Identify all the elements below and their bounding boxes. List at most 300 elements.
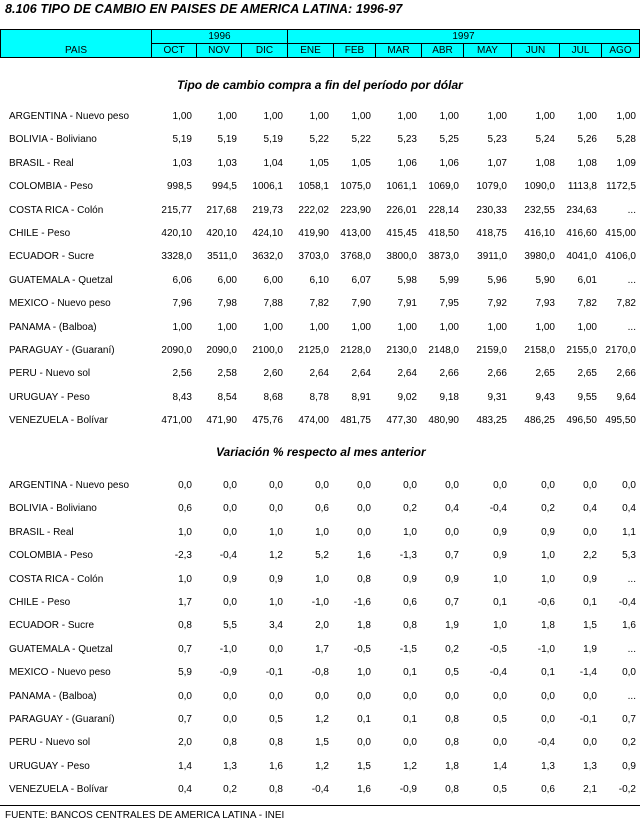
value-cell: 2125,0 bbox=[298, 345, 329, 357]
table-row bbox=[0, 685, 640, 708]
value-cell: 2,64 bbox=[397, 368, 417, 380]
value-cell: 0,0 bbox=[541, 714, 555, 726]
value-cell: 0,1 bbox=[403, 667, 417, 679]
value-cell: 1,00 bbox=[351, 111, 371, 122]
value-cell: -0,2 bbox=[618, 784, 636, 796]
value-cell: 0,9 bbox=[223, 573, 237, 585]
value-cell: 1,0 bbox=[178, 526, 192, 538]
country-label: MEXICO - Nuevo peso bbox=[9, 667, 111, 679]
value-cell: 8,54 bbox=[217, 391, 237, 403]
value-cell: 0,0 bbox=[493, 480, 507, 491]
value-cell: 1,7 bbox=[315, 643, 329, 655]
value-cell: 1,00 bbox=[439, 321, 459, 333]
value-cell: -0,4 bbox=[311, 784, 329, 796]
value-cell: 5,22 bbox=[351, 134, 371, 146]
table-row bbox=[0, 222, 640, 245]
value-cell: 0,0 bbox=[315, 480, 329, 491]
value-cell: 0,9 bbox=[493, 526, 507, 538]
value-cell: 1,05 bbox=[309, 157, 329, 169]
value-cell: 5,99 bbox=[439, 274, 459, 286]
value-cell: -0,5 bbox=[489, 643, 507, 655]
value-cell: 0,0 bbox=[445, 526, 459, 538]
value-cell: 1,1 bbox=[622, 526, 636, 538]
table-row bbox=[0, 409, 640, 432]
value-cell: 1,4 bbox=[178, 760, 192, 772]
value-cell: 0,0 bbox=[445, 690, 459, 702]
header-month: MAR bbox=[376, 44, 422, 58]
value-cell: 416,60 bbox=[566, 228, 597, 240]
value-cell: 3,4 bbox=[269, 620, 283, 632]
header-month: FEB bbox=[334, 44, 376, 58]
value-cell: 0,0 bbox=[493, 737, 507, 749]
value-cell: 1,00 bbox=[172, 111, 192, 122]
value-cell: 424,10 bbox=[252, 228, 283, 240]
header-month: NOV bbox=[197, 44, 242, 58]
value-cell: 486,25 bbox=[524, 415, 555, 427]
value-cell: 0,6 bbox=[315, 503, 329, 515]
value-cell: 3800,0 bbox=[386, 251, 417, 263]
value-cell: 2170,0 bbox=[605, 345, 636, 357]
value-cell: 2,1 bbox=[583, 784, 597, 796]
value-cell: 8,91 bbox=[351, 391, 371, 403]
value-cell: 0,0 bbox=[178, 480, 192, 491]
value-cell: 2128,0 bbox=[340, 345, 371, 357]
value-cell: 0,5 bbox=[269, 714, 283, 726]
value-cell: 1,08 bbox=[577, 157, 597, 169]
table-row bbox=[0, 386, 640, 409]
country-label: GUATEMALA - Quetzal bbox=[9, 643, 113, 655]
value-cell: 1,8 bbox=[445, 760, 459, 772]
value-cell: -0,9 bbox=[219, 667, 237, 679]
value-cell: 1,00 bbox=[577, 321, 597, 333]
country-label: CHILE - Peso bbox=[9, 228, 71, 240]
value-cell: 6,10 bbox=[309, 274, 329, 286]
value-cell: 0,8 bbox=[223, 737, 237, 749]
value-cell: 232,55 bbox=[524, 204, 555, 216]
table-row bbox=[0, 316, 640, 339]
value-cell: -0,6 bbox=[537, 597, 555, 609]
header-month: AGO bbox=[602, 44, 640, 58]
table-title: 8.106 TIPO DE CAMBIO EN PAISES DE AMERICA LATINA: 1996-97 bbox=[5, 2, 403, 16]
value-cell: 415,45 bbox=[386, 228, 417, 240]
value-cell: 0,0 bbox=[583, 480, 597, 491]
country-label: MEXICO - Nuevo peso bbox=[9, 298, 111, 310]
value-cell: 0,0 bbox=[622, 480, 636, 491]
value-cell: 1,0 bbox=[541, 573, 555, 585]
value-cell: 5,28 bbox=[616, 134, 636, 146]
country-label: PANAMA - (Balboa) bbox=[9, 321, 97, 333]
value-cell: 1,05 bbox=[351, 157, 371, 169]
value-cell: 1172,5 bbox=[606, 181, 636, 193]
value-cell: 9,18 bbox=[439, 391, 459, 403]
value-cell: 5,2 bbox=[315, 550, 329, 562]
value-cell: -0,9 bbox=[399, 784, 417, 796]
value-cell: 1113,8 bbox=[567, 181, 597, 193]
value-cell: 2,60 bbox=[263, 368, 283, 380]
country-label: BRASIL - Real bbox=[9, 157, 74, 169]
country-label: BOLIVIA - Boliviano bbox=[9, 503, 97, 515]
value-cell: 1,00 bbox=[217, 321, 237, 333]
value-cell: 0,0 bbox=[357, 526, 371, 538]
value-cell: 1,09 bbox=[616, 157, 636, 169]
value-cell: 416,10 bbox=[524, 228, 555, 240]
table-row bbox=[0, 614, 640, 637]
value-cell: 7,96 bbox=[172, 298, 192, 310]
country-label: GUATEMALA - Quetzal bbox=[9, 274, 113, 286]
country-label: COSTA RICA - Colón bbox=[9, 573, 104, 585]
value-cell: 1,5 bbox=[315, 737, 329, 749]
country-label: COLOMBIA - Peso bbox=[9, 550, 93, 562]
value-cell: 1,00 bbox=[535, 321, 555, 333]
value-cell: 6,01 bbox=[577, 274, 597, 286]
value-cell: 223,90 bbox=[340, 204, 371, 216]
value-cell: 1,00 bbox=[397, 321, 417, 333]
value-cell: 7,91 bbox=[397, 298, 417, 310]
value-cell: 1,4 bbox=[493, 760, 507, 772]
value-cell: 2,56 bbox=[172, 368, 192, 380]
value-cell: 5,19 bbox=[263, 134, 283, 146]
header-year-1997: 1997 bbox=[288, 30, 640, 44]
value-cell: 0,8 bbox=[357, 573, 371, 585]
value-cell: 0,9 bbox=[493, 550, 507, 562]
value-cell: 1,2 bbox=[315, 760, 329, 772]
country-label: VENEZUELA - Bolívar bbox=[9, 784, 108, 796]
value-cell: 0,7 bbox=[445, 597, 459, 609]
value-cell: 474,00 bbox=[298, 415, 329, 427]
table-row bbox=[0, 708, 640, 731]
value-cell: 0,0 bbox=[493, 690, 507, 702]
value-cell: 1,6 bbox=[622, 620, 636, 632]
value-cell: 3328,0 bbox=[161, 251, 192, 263]
value-cell: 0,5 bbox=[493, 714, 507, 726]
value-cell: 1,0 bbox=[269, 526, 283, 538]
value-cell: 0,8 bbox=[178, 620, 192, 632]
table-row bbox=[0, 245, 640, 268]
value-cell: 0,0 bbox=[223, 597, 237, 609]
value-cell: 1058,1 bbox=[298, 181, 329, 193]
value-cell: -0,5 bbox=[353, 643, 371, 655]
header-month: DIC bbox=[242, 44, 288, 58]
value-cell: 4106,0 bbox=[605, 251, 636, 263]
table-row bbox=[0, 661, 640, 684]
value-cell: 0,9 bbox=[583, 573, 597, 585]
value-cell: 1,0 bbox=[315, 526, 329, 538]
value-cell: 3911,0 bbox=[477, 251, 507, 263]
value-cell: 0,2 bbox=[223, 784, 237, 796]
value-cell: 6,06 bbox=[172, 274, 192, 286]
value-cell: 0,0 bbox=[269, 480, 283, 491]
value-cell: 0,0 bbox=[445, 480, 459, 491]
country-label: PERU - Nuevo sol bbox=[9, 737, 91, 749]
table-row bbox=[0, 521, 640, 544]
table-row bbox=[0, 474, 640, 497]
value-cell: 0,9 bbox=[403, 573, 417, 585]
value-cell: 3703,0 bbox=[298, 251, 329, 263]
value-cell: 1,0 bbox=[357, 667, 371, 679]
header-month: JUL bbox=[560, 44, 602, 58]
value-cell: 480,90 bbox=[428, 415, 459, 427]
value-cell: 0,9 bbox=[622, 760, 636, 772]
value-cell: 2,65 bbox=[535, 368, 555, 380]
value-cell: 9,64 bbox=[616, 391, 636, 403]
value-cell: 0,4 bbox=[622, 503, 636, 515]
value-cell: 0,2 bbox=[445, 643, 459, 655]
country-label: ARGENTINA - Nuevo peso bbox=[9, 480, 130, 491]
value-cell: 0,0 bbox=[178, 690, 192, 702]
value-cell: 471,00 bbox=[161, 415, 192, 427]
value-cell: -1,4 bbox=[579, 667, 597, 679]
value-cell: 8,43 bbox=[172, 391, 192, 403]
value-cell: 0,0 bbox=[403, 737, 417, 749]
value-cell: 0,1 bbox=[541, 667, 555, 679]
value-cell: 1,06 bbox=[397, 157, 417, 169]
value-cell: 1,7 bbox=[178, 597, 192, 609]
value-cell: 8,78 bbox=[309, 391, 329, 403]
value-cell: 0,0 bbox=[223, 526, 237, 538]
source-note: FUENTE: BANCOS CENTRALES DE AMERICA LATINA - INEI bbox=[5, 810, 285, 821]
value-cell: 5,3 bbox=[622, 550, 636, 562]
column-header bbox=[0, 29, 640, 58]
country-label: PERU - Nuevo sol bbox=[9, 368, 91, 380]
value-cell: 2158,0 bbox=[524, 345, 555, 357]
value-cell: 2,64 bbox=[309, 368, 329, 380]
value-cell: 2090,0 bbox=[161, 345, 192, 357]
table-row bbox=[0, 128, 640, 151]
value-cell: 7,98 bbox=[217, 298, 237, 310]
country-label: COSTA RICA - Colón bbox=[9, 204, 104, 216]
value-cell: 1,6 bbox=[269, 760, 283, 772]
value-cell: ... bbox=[627, 204, 636, 216]
value-cell: 413,00 bbox=[340, 228, 371, 240]
value-cell: 2,66 bbox=[439, 368, 459, 380]
table-row bbox=[0, 568, 640, 591]
value-cell: 1,6 bbox=[357, 784, 371, 796]
table-row bbox=[0, 544, 640, 567]
value-cell: -2,3 bbox=[174, 550, 192, 562]
value-cell: ... bbox=[627, 573, 636, 585]
table-row bbox=[0, 778, 640, 801]
value-cell: -0,4 bbox=[489, 503, 507, 515]
value-cell: 5,96 bbox=[487, 274, 507, 286]
value-cell: 2,0 bbox=[315, 620, 329, 632]
value-cell: 1,00 bbox=[351, 321, 371, 333]
value-cell: -1,0 bbox=[311, 597, 329, 609]
variation-table bbox=[0, 474, 640, 802]
value-cell: 5,26 bbox=[577, 134, 597, 146]
country-label: PARAGUAY - (Guaraní) bbox=[9, 345, 115, 357]
value-cell: 0,2 bbox=[403, 503, 417, 515]
value-cell: 1,9 bbox=[583, 643, 597, 655]
country-label: COLOMBIA - Peso bbox=[9, 181, 93, 193]
country-label: BOLIVIA - Boliviano bbox=[9, 134, 97, 146]
header-month: MAY bbox=[464, 44, 512, 58]
value-cell: 2090,0 bbox=[206, 345, 237, 357]
value-cell: 222,02 bbox=[298, 204, 329, 216]
table-row bbox=[0, 731, 640, 754]
value-cell: 0,1 bbox=[357, 714, 371, 726]
value-cell: 0,2 bbox=[541, 503, 555, 515]
value-cell: 1,00 bbox=[397, 111, 417, 122]
value-cell: 998,5 bbox=[166, 181, 192, 193]
value-cell: 234,63 bbox=[566, 204, 597, 216]
value-cell: 7,95 bbox=[439, 298, 459, 310]
value-cell: 0,0 bbox=[357, 503, 371, 515]
header-pais: PAIS bbox=[1, 30, 152, 58]
table-row bbox=[0, 105, 640, 128]
value-cell: -0,1 bbox=[265, 667, 283, 679]
value-cell: 0,0 bbox=[622, 667, 636, 679]
value-cell: 7,93 bbox=[535, 298, 555, 310]
value-cell: 418,50 bbox=[428, 228, 459, 240]
value-cell: 8,68 bbox=[263, 391, 283, 403]
value-cell: 419,90 bbox=[298, 228, 329, 240]
value-cell: 0,0 bbox=[403, 480, 417, 491]
value-cell: 0,0 bbox=[269, 643, 283, 655]
value-cell: 0,8 bbox=[269, 784, 283, 796]
value-cell: 0,0 bbox=[269, 503, 283, 515]
value-cell: 0,9 bbox=[445, 573, 459, 585]
value-cell: 471,90 bbox=[206, 415, 237, 427]
table-row bbox=[0, 152, 640, 175]
value-cell: 6,00 bbox=[217, 274, 237, 286]
value-cell: 5,98 bbox=[397, 274, 417, 286]
value-cell: 1061,1 bbox=[386, 181, 417, 193]
value-cell: 0,8 bbox=[445, 784, 459, 796]
value-cell: 5,5 bbox=[223, 620, 237, 632]
value-cell: 1,0 bbox=[269, 597, 283, 609]
value-cell: -0,1 bbox=[579, 714, 597, 726]
value-cell: 0,0 bbox=[541, 480, 555, 491]
header-month: OCT bbox=[152, 44, 197, 58]
value-cell: 5,23 bbox=[487, 134, 507, 146]
value-cell: -1,6 bbox=[353, 597, 371, 609]
value-cell: 0,0 bbox=[583, 737, 597, 749]
value-cell: 1,5 bbox=[583, 620, 597, 632]
value-cell: 1,00 bbox=[217, 111, 237, 122]
value-cell: 0,7 bbox=[445, 550, 459, 562]
value-cell: 0,0 bbox=[223, 714, 237, 726]
value-cell: 1,0 bbox=[315, 573, 329, 585]
value-cell: -1,3 bbox=[399, 550, 417, 562]
value-cell: 1,2 bbox=[403, 760, 417, 772]
value-cell: 5,90 bbox=[535, 274, 555, 286]
value-cell: 215,77 bbox=[161, 204, 192, 216]
value-cell: 7,82 bbox=[577, 298, 597, 310]
value-cell: 219,73 bbox=[252, 204, 283, 216]
value-cell: 1,5 bbox=[357, 760, 371, 772]
value-cell: 7,88 bbox=[263, 298, 283, 310]
exchange-rate-table bbox=[0, 105, 640, 433]
value-cell: 2,0 bbox=[178, 737, 192, 749]
header-year-1996: 1996 bbox=[152, 30, 288, 44]
value-cell: 481,75 bbox=[340, 415, 371, 427]
value-cell: 1,3 bbox=[541, 760, 555, 772]
value-cell: -0,4 bbox=[537, 737, 555, 749]
value-cell: -0,4 bbox=[219, 550, 237, 562]
value-cell: 1,8 bbox=[357, 620, 371, 632]
header-month: JUN bbox=[512, 44, 560, 58]
value-cell: 0,8 bbox=[269, 737, 283, 749]
value-cell: 7,92 bbox=[487, 298, 507, 310]
value-cell: 1069,0 bbox=[428, 181, 459, 193]
value-cell: 0,0 bbox=[315, 690, 329, 702]
value-cell: 1,0 bbox=[493, 620, 507, 632]
value-cell: 1,00 bbox=[263, 111, 283, 122]
value-cell: ... bbox=[627, 643, 636, 655]
table-row bbox=[0, 755, 640, 778]
country-label: PANAMA - (Balboa) bbox=[9, 690, 97, 702]
value-cell: 7,90 bbox=[351, 298, 371, 310]
value-cell: 1,00 bbox=[309, 321, 329, 333]
table-row bbox=[0, 339, 640, 362]
value-cell: 2148,0 bbox=[428, 345, 459, 357]
table-row bbox=[0, 497, 640, 520]
value-cell: 0,4 bbox=[445, 503, 459, 515]
value-cell: 0,0 bbox=[357, 480, 371, 491]
value-cell: -0,8 bbox=[311, 667, 329, 679]
value-cell: 0,0 bbox=[357, 737, 371, 749]
value-cell: 5,19 bbox=[217, 134, 237, 146]
value-cell: 7,82 bbox=[616, 298, 636, 310]
value-cell: 226,01 bbox=[386, 204, 417, 216]
header-month: ENE bbox=[288, 44, 334, 58]
value-cell: 415,00 bbox=[605, 228, 636, 240]
value-cell: 0,0 bbox=[403, 690, 417, 702]
value-cell: 1,03 bbox=[172, 157, 192, 169]
value-cell: 2100,0 bbox=[252, 345, 283, 357]
table-row bbox=[0, 175, 640, 198]
value-cell: 1,00 bbox=[487, 111, 507, 122]
value-cell: 0,5 bbox=[445, 667, 459, 679]
table-row bbox=[0, 638, 640, 661]
value-cell: 1,0 bbox=[493, 573, 507, 585]
value-cell: 9,43 bbox=[535, 391, 555, 403]
value-cell: 1,8 bbox=[541, 620, 555, 632]
value-cell: 9,31 bbox=[487, 391, 507, 403]
value-cell: 0,0 bbox=[541, 690, 555, 702]
value-cell: 0,1 bbox=[403, 714, 417, 726]
value-cell: -1,5 bbox=[399, 643, 417, 655]
value-cell: 1,00 bbox=[577, 111, 597, 122]
country-label: VENEZUELA - Bolívar bbox=[9, 415, 108, 427]
value-cell: 5,9 bbox=[178, 667, 192, 679]
value-cell: 0,8 bbox=[445, 737, 459, 749]
value-cell: 1,9 bbox=[445, 620, 459, 632]
value-cell: 3768,0 bbox=[340, 251, 371, 263]
value-cell: 5,25 bbox=[439, 134, 459, 146]
value-cell: 994,5 bbox=[211, 181, 237, 193]
value-cell: ... bbox=[627, 690, 636, 702]
value-cell: 0,6 bbox=[541, 784, 555, 796]
value-cell: 496,50 bbox=[566, 415, 597, 427]
country-label: BRASIL - Real bbox=[9, 526, 74, 538]
value-cell: 5,23 bbox=[397, 134, 417, 146]
value-cell: 5,22 bbox=[309, 134, 329, 146]
table-row bbox=[0, 269, 640, 292]
value-cell: 483,25 bbox=[476, 415, 507, 427]
value-cell: -0,4 bbox=[618, 597, 636, 609]
value-cell: 2,65 bbox=[577, 368, 597, 380]
value-cell: 0,0 bbox=[583, 526, 597, 538]
table-row bbox=[0, 362, 640, 385]
value-cell: 1,00 bbox=[263, 321, 283, 333]
country-label: CHILE - Peso bbox=[9, 597, 71, 609]
section-title-exchange-rate: Tipo de cambio compra a fin del período por dólar bbox=[177, 78, 463, 92]
value-cell: 6,00 bbox=[263, 274, 283, 286]
table-row bbox=[0, 199, 640, 222]
value-cell: -0,4 bbox=[489, 667, 507, 679]
value-cell: 0,6 bbox=[403, 597, 417, 609]
